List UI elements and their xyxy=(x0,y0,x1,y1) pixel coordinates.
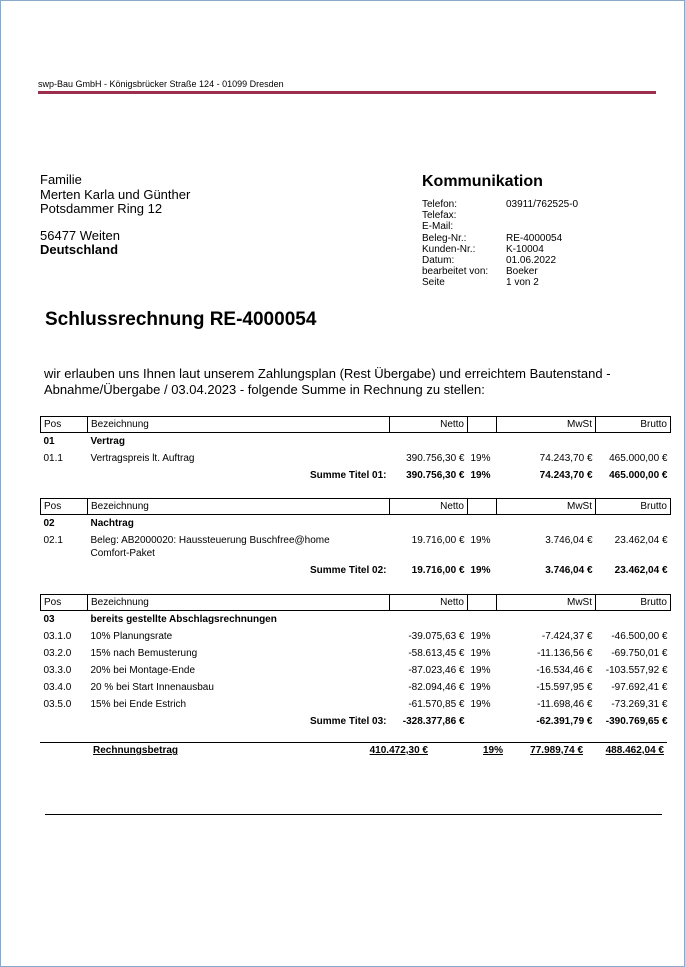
kommunikation-title: Kommunikation xyxy=(422,173,543,190)
cell-mwst: -11.698,46 € xyxy=(537,699,593,710)
header-mwst: MwSt xyxy=(497,417,596,433)
table-row xyxy=(41,696,671,713)
cell-netto: -87.023,46 € xyxy=(408,665,465,676)
cell-pct: 19% xyxy=(470,699,491,710)
cell-pos: 03.2.0 xyxy=(43,648,72,659)
table-row xyxy=(41,450,671,467)
sum-brutto: -390.769,65 € xyxy=(605,716,668,727)
section-name: Nachtrag xyxy=(90,518,134,529)
footer-divider xyxy=(45,814,662,815)
intro-line2: Abnahme/Übergabe / 03.04.2023 - folgende Summe in Rechnung zu stellen: xyxy=(44,382,485,397)
sum-label: Summe Titel 03: xyxy=(309,716,387,727)
komm-value: 01.06.2022 xyxy=(506,254,557,266)
total-mwst: 77.989,74 € xyxy=(530,745,583,756)
header-netto: Netto xyxy=(390,499,468,515)
document-title: Schlussrechnung RE-4000054 xyxy=(45,309,317,330)
cell-mwst: -7.424,37 € xyxy=(541,631,593,642)
cell-netto: -58.613,45 € xyxy=(408,648,465,659)
address-line2: Merten Karla und Günther xyxy=(40,186,191,202)
cell-pos: 03.5.0 xyxy=(43,699,72,710)
invoice-table-section-03 xyxy=(40,594,671,730)
cell-netto: 390.756,30 € xyxy=(406,453,465,464)
komm-value: RE-4000054 xyxy=(506,232,563,244)
cell-mwst: 74.243,70 € xyxy=(539,453,593,464)
komm-label: E-Mail: xyxy=(422,221,454,233)
sum-mwst: 74.243,70 € xyxy=(539,470,593,481)
total-divider xyxy=(40,742,667,743)
cell-brutto: -69.750,01 € xyxy=(611,648,668,659)
table-row xyxy=(41,662,671,679)
cell-bezeichnung: 15% bei Ende Estrich xyxy=(90,699,187,710)
cell-netto: -39.075,63 € xyxy=(408,631,465,642)
header-mwst: MwSt xyxy=(497,595,596,611)
sum-mwst: -62.391,79 € xyxy=(536,716,593,727)
komm-label: Kunden-Nr.: xyxy=(422,243,476,255)
cell-pct: 19% xyxy=(470,648,491,659)
total-brutto: 488.462,04 € xyxy=(605,745,664,756)
table-row xyxy=(41,532,671,562)
cell-brutto: 465.000,00 € xyxy=(609,453,668,464)
cell-pct: 19% xyxy=(470,631,491,642)
sum-netto: -328.377,86 € xyxy=(402,716,465,727)
sum-netto: 19.716,00 € xyxy=(411,565,465,576)
header-netto: Netto xyxy=(390,595,468,611)
section-title-row xyxy=(41,611,671,629)
komm-label: Seite xyxy=(422,277,445,289)
section-number: 02 xyxy=(43,518,55,529)
komm-label: Telefon: xyxy=(422,199,458,210)
komm-label: bearbeitet von: xyxy=(422,266,489,278)
sum-pct: 19% xyxy=(470,470,491,481)
cell-pct: 19% xyxy=(470,665,491,676)
komm-label: Telefax: xyxy=(422,210,457,222)
header-pos: Pos xyxy=(41,499,88,515)
total-pct: 19% xyxy=(483,745,504,756)
cell-netto: -82.094,46 € xyxy=(408,682,465,693)
table-header xyxy=(41,417,671,433)
sender-line: swp-Bau GmbH - Königsbrücker Straße 124 - 01099 Dresden xyxy=(38,79,284,89)
cell-pct: 19% xyxy=(470,535,491,546)
table-row xyxy=(41,628,671,645)
header-brutto: Brutto xyxy=(596,595,671,611)
header-pos: Pos xyxy=(41,595,88,611)
cell-pct: 19% xyxy=(470,682,491,693)
header-bezeichnung: Bezeichnung xyxy=(88,417,390,433)
section-sum-row xyxy=(41,713,671,730)
sum-netto: 390.756,30 € xyxy=(406,470,465,481)
sum-label: Summe Titel 02: xyxy=(309,565,387,576)
section-sum-row xyxy=(41,562,671,579)
cell-pos: 03.1.0 xyxy=(43,631,72,642)
sum-brutto: 23.462,04 € xyxy=(614,565,668,576)
total-netto: 410.472,30 € xyxy=(369,745,428,756)
cell-mwst: -15.597,95 € xyxy=(536,682,593,693)
sum-pct xyxy=(468,713,497,730)
cell-netto: -61.570,85 € xyxy=(408,699,465,710)
cell-brutto: -46.500,00 € xyxy=(611,631,668,642)
address-country: Deutschland xyxy=(40,242,119,257)
recipient-address xyxy=(40,173,190,258)
table-row xyxy=(41,645,671,662)
section-name: bereits gestellte Abschlagsrechnungen xyxy=(90,614,277,625)
total-label: Rechnungsbetrag xyxy=(93,745,179,756)
header-netto: Netto xyxy=(390,417,468,433)
cell-pos: 03.4.0 xyxy=(43,682,72,693)
intro-line1: wir erlauben uns Ihnen laut unserem Zahlungsplan (Rest Übergabe) und erreichtem Bautenstand - xyxy=(44,366,611,381)
section-number: 01 xyxy=(43,436,55,447)
cell-pct: 19% xyxy=(470,453,491,464)
table-row xyxy=(41,679,671,696)
header-divider xyxy=(38,91,656,94)
table-header xyxy=(41,499,671,515)
cell-bezeichnung: 20% bei Montage-Ende xyxy=(90,665,196,676)
table-header xyxy=(41,595,671,611)
header-bezeichnung: Bezeichnung xyxy=(88,595,390,611)
section-sum-row xyxy=(41,467,671,484)
cell-bezeichnung-line2: Comfort-Paket xyxy=(90,548,155,559)
intro-text xyxy=(44,366,644,398)
cell-brutto: -73.269,31 € xyxy=(611,699,668,710)
cell-pos: 02.1 xyxy=(43,535,63,546)
header-pos: Pos xyxy=(41,417,88,433)
cell-netto: 19.716,00 € xyxy=(411,535,465,546)
komm-label: Beleg-Nr.: xyxy=(422,232,467,244)
header-brutto: Brutto xyxy=(596,499,671,515)
cell-brutto: -97.692,41 € xyxy=(611,682,668,693)
cell-brutto: 23.462,04 € xyxy=(614,535,668,546)
sum-brutto: 465.000,00 € xyxy=(609,470,668,481)
sum-mwst: 3.746,04 € xyxy=(545,565,593,576)
header-bezeichnung: Bezeichnung xyxy=(88,499,390,515)
section-title-row xyxy=(41,433,671,451)
cell-bezeichnung: 10% Planungsrate xyxy=(90,631,173,642)
section-number: 03 xyxy=(43,614,55,625)
cell-mwst: -11.136,56 € xyxy=(537,648,593,659)
komm-value: 03911/762525-0 xyxy=(506,199,579,210)
sum-label: Summe Titel 01: xyxy=(309,470,387,481)
cell-pos: 01.1 xyxy=(43,453,63,464)
komm-value: K-10004 xyxy=(506,243,544,255)
address-city: 56477 Weiten xyxy=(40,227,120,243)
section-title-row xyxy=(41,515,671,533)
komm-label: Datum: xyxy=(422,254,455,266)
section-name: Vertrag xyxy=(90,436,125,447)
invoice-table-section-02 xyxy=(40,498,671,579)
kommunikation-block xyxy=(422,199,578,289)
header-mwst: MwSt xyxy=(497,499,596,515)
cell-mwst: 3.746,04 € xyxy=(545,535,593,546)
cell-bezeichnung: Vertragspreis lt. Auftrag xyxy=(90,453,195,464)
address-line1: Familie xyxy=(40,172,82,187)
invoice-table-section-01 xyxy=(40,416,671,484)
cell-pos: 03.3.0 xyxy=(43,665,72,676)
cell-bezeichnung xyxy=(88,532,390,562)
komm-value: 1 von 2 xyxy=(506,277,539,289)
cell-bezeichnung: 20 % bei Start Innenausbau xyxy=(90,682,214,693)
header-brutto: Brutto xyxy=(596,417,671,433)
address-line3: Potsdammer Ring 12 xyxy=(40,201,163,216)
cell-mwst: -16.534,46 € xyxy=(536,665,593,676)
cell-bezeichnung-line1: Beleg: AB2000020: Haussteuerung Buschfree@home xyxy=(90,535,330,546)
komm-value: Boeker xyxy=(506,266,538,278)
cell-brutto: -103.557,92 € xyxy=(605,665,668,676)
cell-bezeichnung: 15% nach Bemusterung xyxy=(90,648,198,659)
sum-pct: 19% xyxy=(470,565,491,576)
